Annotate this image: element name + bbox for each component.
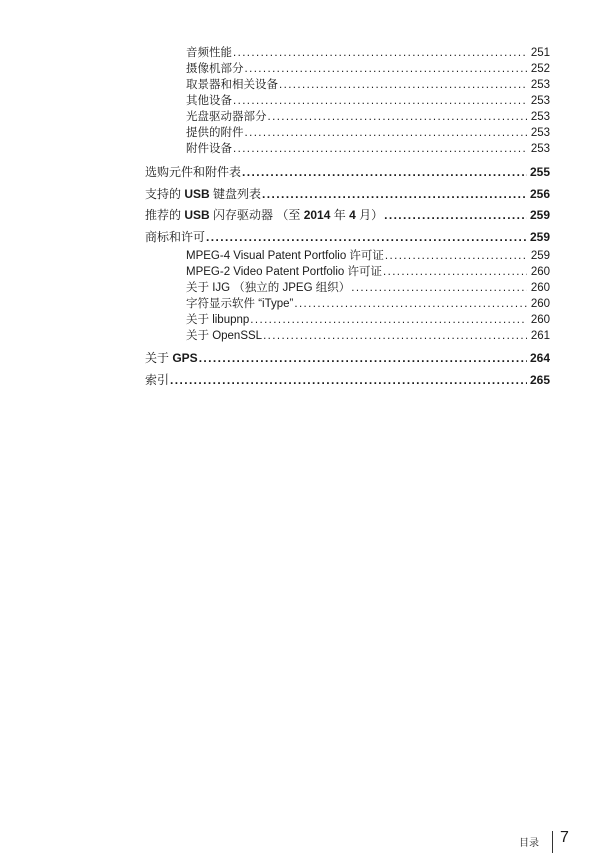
toc-entry-disc-drive[interactable] bbox=[186, 110, 550, 124]
toc-entry-title: 关于 OpenSSL bbox=[186, 330, 263, 342]
toc-entry-page: 260 bbox=[530, 298, 550, 310]
toc-entry-page: 260 bbox=[530, 266, 550, 278]
dot-leader bbox=[279, 78, 527, 92]
toc-entry-title: MPEG-4 Visual Patent Portfolio 许可证 bbox=[186, 250, 384, 262]
toc-entry-title: 其他设备 bbox=[186, 95, 232, 107]
toc-entry-page: 261 bbox=[530, 330, 550, 342]
toc-entry-openssl[interactable] bbox=[186, 329, 550, 343]
toc-entry-title: 附件设备 bbox=[186, 143, 232, 155]
toc-entry-index[interactable] bbox=[145, 373, 550, 387]
dot-leader bbox=[250, 313, 527, 327]
toc-entry-title: MPEG-2 Video Patent Portfolio 许可证 bbox=[186, 266, 383, 278]
toc-entry-title: 关于 IJG （独立的 JPEG 组织） bbox=[186, 282, 351, 294]
dot-leader bbox=[245, 62, 528, 76]
dot-leader bbox=[242, 165, 527, 179]
toc-entry-title: 提供的附件 bbox=[186, 127, 244, 139]
toc-entry-other-devices[interactable] bbox=[186, 94, 550, 108]
toc-entry-libupnp[interactable] bbox=[186, 313, 550, 327]
dot-leader bbox=[294, 297, 527, 311]
toc-entry-title: 光盘驱动器部分 bbox=[186, 111, 267, 123]
footer-page-number: 7 bbox=[560, 829, 569, 846]
toc-entry-ijg[interactable] bbox=[186, 281, 550, 295]
toc-entry-title: 字符显示软件 “iType” bbox=[186, 298, 294, 310]
toc-entry-page: 259 bbox=[530, 250, 550, 262]
toc-entry-mpeg2-license[interactable] bbox=[186, 265, 550, 279]
toc-entry-page: 253 bbox=[530, 143, 550, 155]
dot-leader bbox=[268, 110, 528, 124]
footer-divider bbox=[552, 831, 553, 853]
toc-entry-title: 关于 GPS bbox=[145, 351, 198, 365]
dot-leader bbox=[233, 142, 527, 156]
toc-entry-page: 256 bbox=[529, 187, 550, 201]
toc-entry-trademarks[interactable] bbox=[145, 230, 550, 244]
toc-entry-title: 支持的 USB 键盘列表 bbox=[145, 187, 262, 201]
toc-entry-title: 推荐的 USB 闪存驱动器 （至 2014 年 4 月） bbox=[145, 208, 384, 222]
toc-entry-title: 索引 bbox=[145, 373, 170, 387]
toc-entry-page: 259 bbox=[529, 230, 550, 244]
dot-leader bbox=[170, 373, 527, 387]
dot-leader bbox=[351, 281, 527, 295]
dot-leader bbox=[383, 265, 527, 279]
toc-entry-optional-components[interactable] bbox=[145, 165, 550, 179]
toc-entry-title: 取景器和相关设备 bbox=[186, 79, 278, 91]
toc-entry-page: 264 bbox=[529, 351, 550, 365]
toc-entry-title: 音频性能 bbox=[186, 47, 232, 59]
toc-entry-page: 253 bbox=[530, 127, 550, 139]
toc-entry-audio-performance[interactable] bbox=[186, 46, 550, 60]
toc-entry-itype[interactable] bbox=[186, 297, 550, 311]
dot-leader bbox=[262, 187, 527, 201]
dot-leader bbox=[263, 329, 527, 343]
toc-entry-accessory-devices[interactable] bbox=[186, 142, 550, 156]
toc-entry-page: 260 bbox=[530, 282, 550, 294]
dot-leader bbox=[233, 46, 527, 60]
toc-entry-gps[interactable] bbox=[145, 351, 550, 365]
footer-section-label: 目录 bbox=[519, 838, 539, 849]
toc-entry-page: 265 bbox=[529, 373, 550, 387]
toc-entry-camera-section[interactable] bbox=[186, 62, 550, 76]
dot-leader bbox=[206, 230, 527, 244]
toc-entry-title: 商标和许可 bbox=[145, 230, 206, 244]
dot-leader bbox=[385, 249, 527, 263]
page-footer bbox=[516, 831, 586, 855]
toc-entry-usb-keyboards[interactable] bbox=[145, 187, 550, 201]
toc-entry-viewfinder[interactable] bbox=[186, 78, 550, 92]
toc-entry-page: 255 bbox=[529, 165, 550, 179]
toc-entry-page: 259 bbox=[529, 208, 550, 222]
toc-entry-usb-flash-drives[interactable] bbox=[145, 208, 550, 222]
toc-entry-page: 251 bbox=[530, 47, 550, 59]
toc-entry-supplied-accessories[interactable] bbox=[186, 126, 550, 140]
toc-entry-page: 253 bbox=[530, 95, 550, 107]
toc-entry-mpeg4-license[interactable] bbox=[186, 249, 550, 263]
dot-leader bbox=[245, 126, 528, 140]
dot-leader bbox=[199, 351, 527, 365]
toc-entry-title: 选购元件和附件表 bbox=[145, 165, 242, 179]
dot-leader bbox=[233, 94, 527, 108]
toc-entry-page: 252 bbox=[530, 63, 550, 75]
toc-entry-title: 关于 libupnp bbox=[186, 314, 250, 326]
toc-entry-page: 253 bbox=[530, 79, 550, 91]
toc-entry-page: 260 bbox=[530, 314, 550, 326]
toc-entry-title: 摄像机部分 bbox=[186, 63, 244, 75]
toc-entry-page: 253 bbox=[530, 111, 550, 123]
dot-leader bbox=[384, 208, 527, 222]
